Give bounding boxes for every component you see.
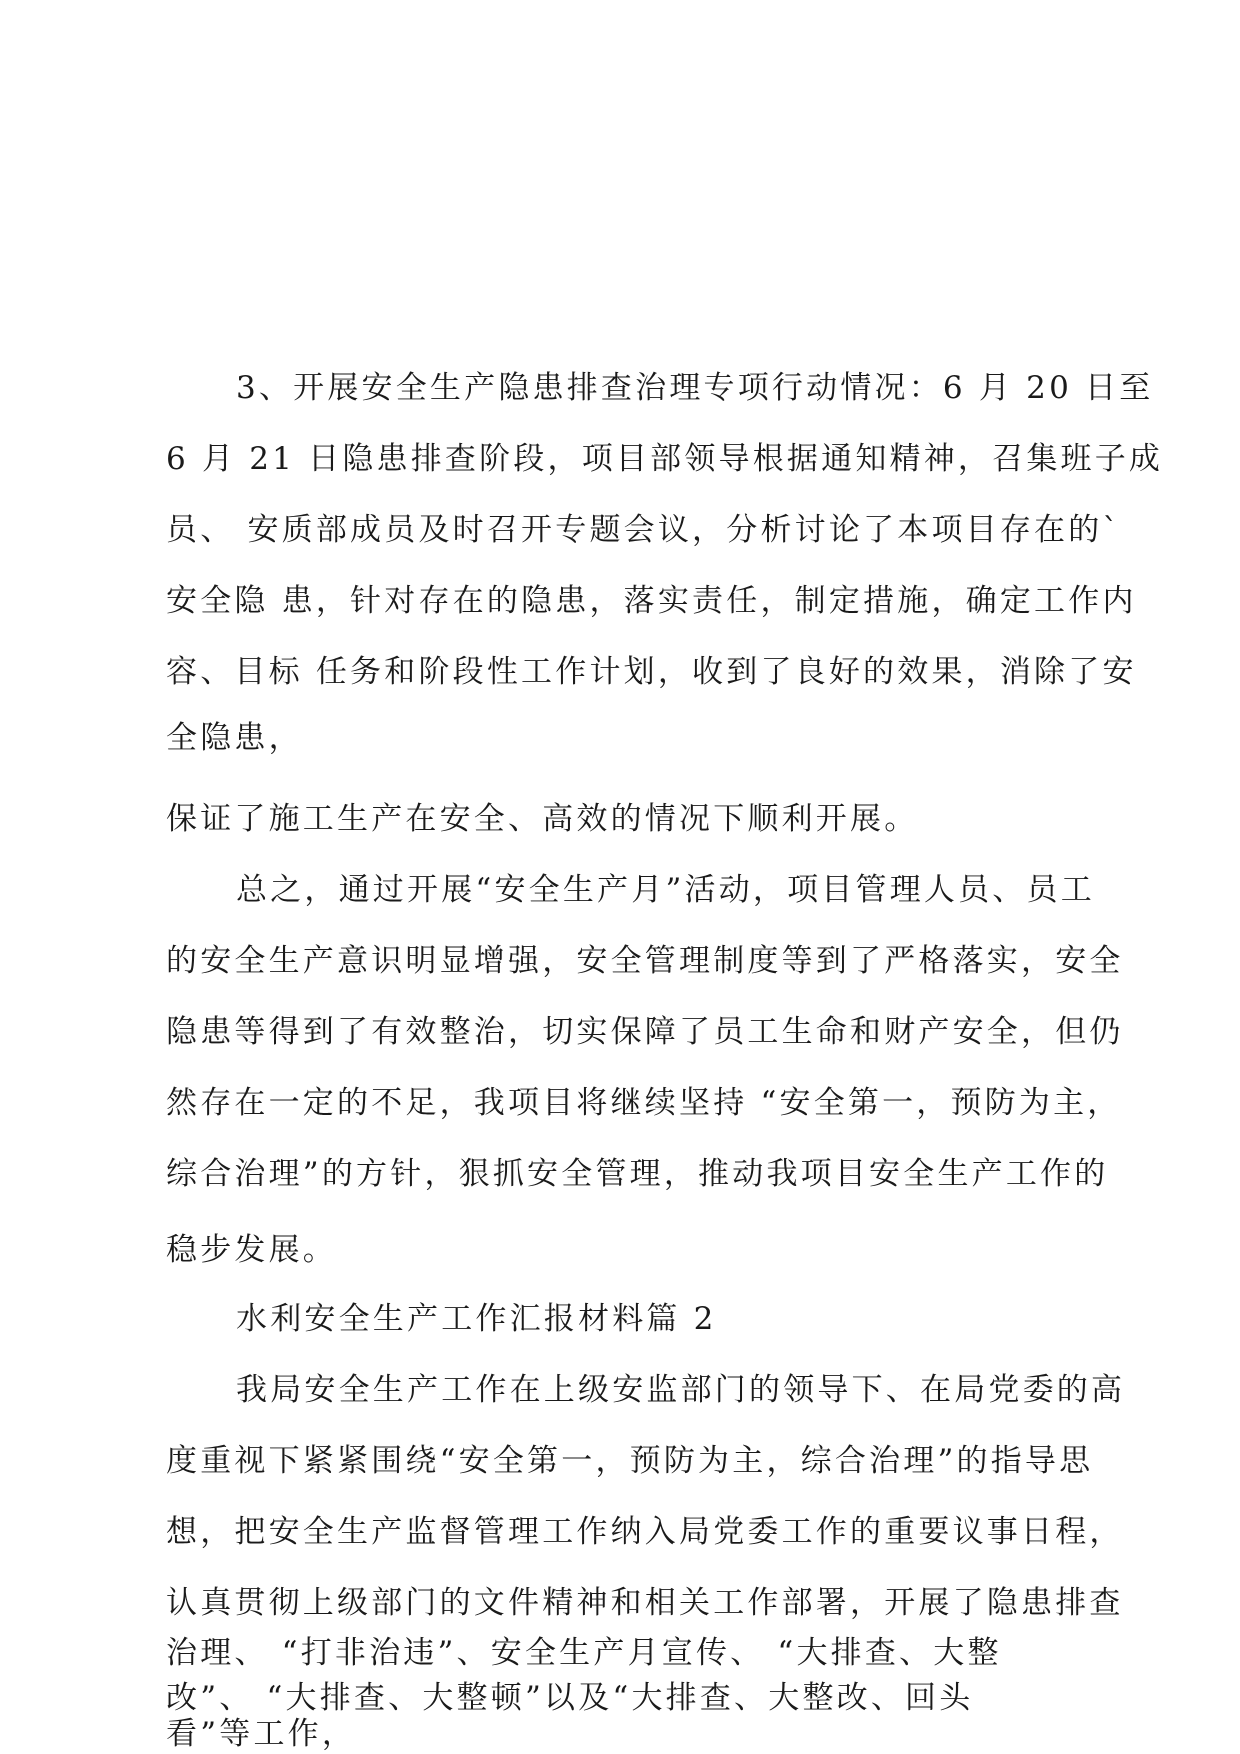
paragraph-3-line-5: 容、目标 任务和阶段性工作计划，收到了良好的效果，消除了安 (166, 654, 1137, 690)
report-line-3: 想，把安全生产监督管理工作纳入局党委工作的重要议事日程， (166, 1514, 1124, 1550)
paragraph-3-line-3: 员、 安质部成员及时召开专题会议，分析讨论了本项目存在的` (166, 512, 1122, 548)
paragraph-3-line-1: 3、开展安全生产隐患排查治理专项行动情况：6 月 20 日至 (236, 370, 1154, 406)
report-line-7: 看”等工作， (166, 1716, 357, 1752)
report-line-5: 治理、 “打非治违”、安全生产月宣传、 “大排查、大整 (166, 1635, 1002, 1671)
paragraph-3-line-6: 全隐患， (166, 720, 303, 756)
section-heading: 水利安全生产工作汇报材料篇 2 (236, 1301, 717, 1337)
paragraph-3-line-2: 6 月 21 日隐患排查阶段，项目部领导根据通知精神，召集班子成 (166, 441, 1164, 477)
summary-line-5: 综合治理”的方针，狠抓安全管理，推动我项目安全生产工作的 (166, 1156, 1109, 1192)
summary-line-1: 总之，通过开展“安全生产月”活动，项目管理人员、员工 (236, 872, 1095, 908)
summary-line-2: 的安全生产意识明显增强，安全管理制度等到了严格落实，安全 (166, 943, 1124, 979)
summary-line-3: 隐患等得到了有效整治，切实保障了员工生命和财产安全，但仍 (166, 1014, 1124, 1050)
paragraph-3-line-7: 保证了施工生产在安全、高效的情况下顺利开展。 (166, 801, 919, 837)
paragraph-3-line-4: 安全隐 患，针对存在的隐患，落实责任，制定措施，确定工作内 (166, 583, 1137, 619)
summary-line-6: 稳步发展。 (166, 1232, 337, 1268)
report-line-1: 我局安全生产工作在上级安监部门的领导下、在局党委的高 (236, 1372, 1126, 1408)
report-line-6: 改”、 “大排查、大整顿”以及“大排查、大整改、回头 (166, 1680, 974, 1716)
summary-line-4: 然存在一定的不足，我项目将继续坚持 “安全第一，预防为主， (166, 1085, 1122, 1121)
report-line-2: 度重视下紧紧围绕“安全第一，预防为主，综合治理”的指导思 (166, 1443, 1094, 1479)
report-line-4: 认真贯彻上级部门的文件精神和相关工作部署，开展了隐患排查 (166, 1585, 1124, 1621)
